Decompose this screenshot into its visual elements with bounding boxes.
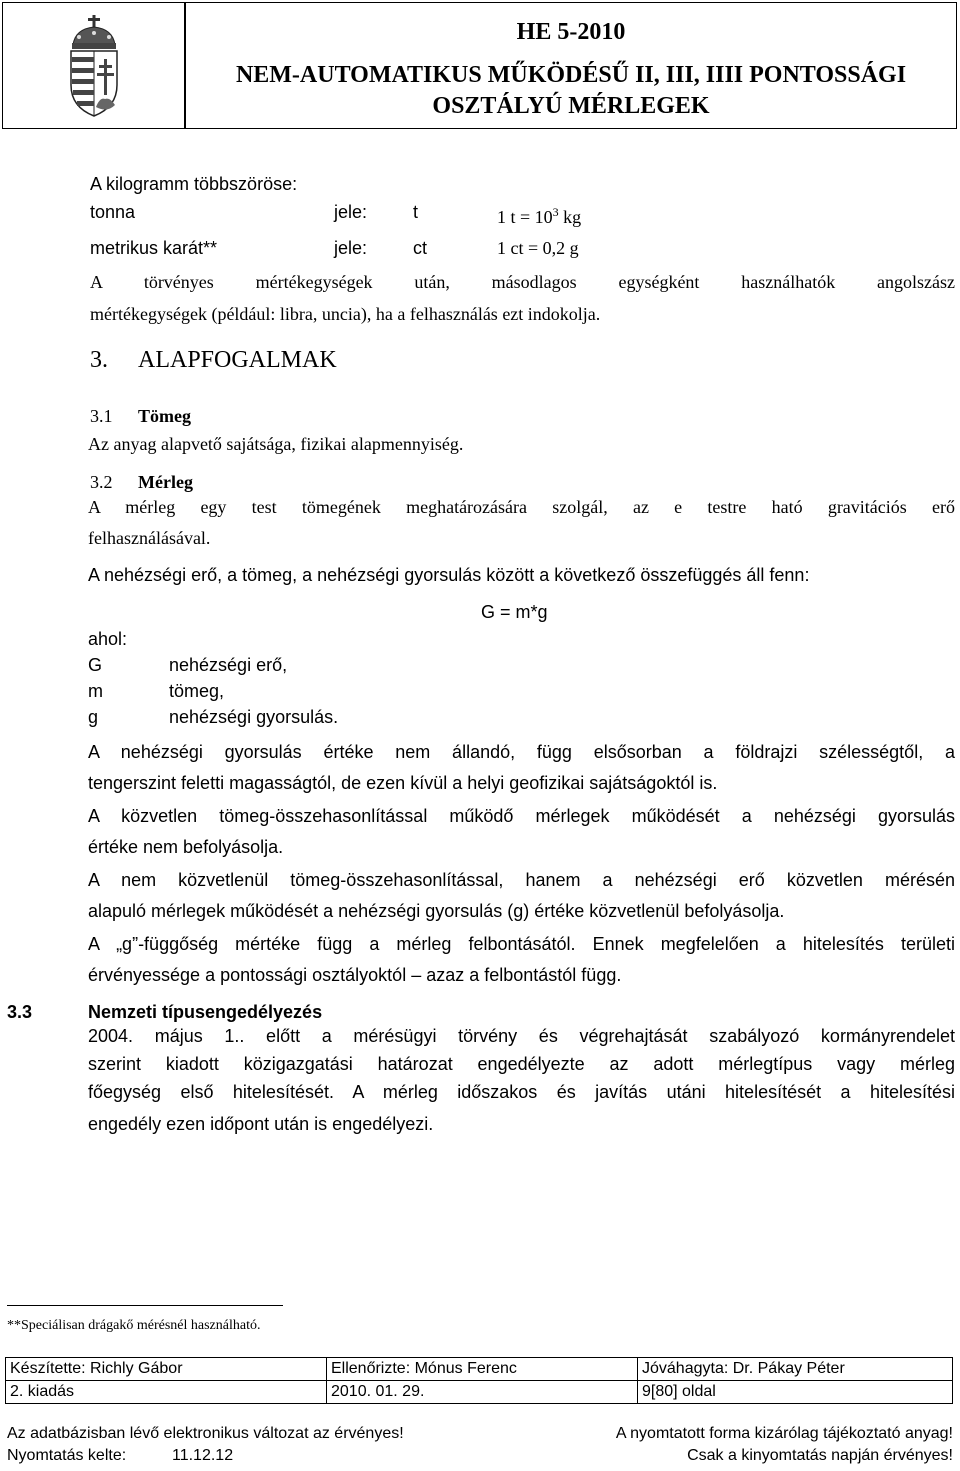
unit-jele-label: jele: xyxy=(334,202,368,222)
page-cell: 9[80] oldal xyxy=(638,1381,953,1404)
document-title-line1: NEM-AUTOMATIKUS MŰKÖDÉSŰ II, III, IIII PONTOSSÁGI xyxy=(235,62,907,88)
footer-print-date: 11.12.12 xyxy=(172,1447,234,1464)
units-intro: A kilogramm többszöröse: xyxy=(90,174,298,194)
relation-paragraph: A nehézségi erő, a tömeg, a nehézségi gyorsulás között a következő összefüggés áll fenn: xyxy=(88,565,810,585)
unit-symbol-karat: ct xyxy=(413,238,428,258)
subsection-3-3-title: Nemzeti típusengedélyezés xyxy=(88,1002,323,1022)
table-row xyxy=(6,1358,953,1381)
footer-print-note: A nyomtatott forma kizárólag tájékoztató anyag! xyxy=(615,1425,953,1442)
hungarian-coat-of-arms-icon xyxy=(63,15,125,118)
approved-by-cell: Jóváhagyta: Dr. Pákay Péter xyxy=(638,1358,953,1381)
subsection-3-1-title: Tömeg xyxy=(138,406,191,426)
unit-jele-label: jele: xyxy=(334,238,368,258)
footer-print-label: Nyomtatás kelte: xyxy=(7,1447,127,1464)
approval-table xyxy=(5,1357,953,1404)
subsection-3-3-line3: főegység első hitelesítését. A mérleg időszakos és javítás utáni hitelesítését a hitelesítési xyxy=(88,1082,955,1102)
section-number: 3. xyxy=(90,347,108,373)
indirect-paragraph-line2: alapuló mérlegek működését a nehézségi gyorsulás (g) értéke közvetlenül befolyásolja. xyxy=(88,901,785,921)
formula: G = m*g xyxy=(481,602,548,622)
units-paragraph-line2: mértékegységek (például: libra, uncia), ha a felhasználás ezt indokolja. xyxy=(90,304,601,324)
unit-name-karat: metrikus karát** xyxy=(90,238,218,258)
document-code: HE 5-2010 xyxy=(516,19,626,45)
subsection-3-1-number: 3.1 xyxy=(90,406,113,426)
subsection-3-2-title: Mérleg xyxy=(138,472,193,492)
footer-validity-note: Csak a kinyomtatás napján érvényes! xyxy=(687,1447,953,1464)
gravity-paragraph-line2: tengerszint feletti magasságtól, de ezen kívül a helyi geofizikai sajátságoktól is. xyxy=(88,773,718,793)
subsection-3-1-text: Az anyag alapvető sajátsága, fizikai alapmennyiség. xyxy=(88,434,464,454)
subsection-3-2-line1: A mérleg egy test tömegének meghatározására szolgál, az e testre ható gravitációs erő xyxy=(88,497,955,517)
section-title: ALAPFOGALMAK xyxy=(138,347,337,373)
indirect-paragraph-line1: A nem közvetlenül tömeg-összehasonlítással, hanem a nehézségi erő közvetlen mérésén xyxy=(88,870,955,890)
subsection-3-3-line4: engedély ezen időpont után is engedélyezi. xyxy=(88,1114,434,1134)
g-dependency-line1: A „g”-függőség mértéke függ a mérleg felbontásától. Ennek megfelelően a hitelesítés területi xyxy=(88,934,955,954)
unit-definition-karat: 1 ct = 0,2 g xyxy=(497,238,579,258)
def-desc-m: tömeg, xyxy=(169,681,225,701)
unit-name-tonna: tonna xyxy=(90,202,136,222)
document-header xyxy=(2,2,957,129)
subsection-3-3-number: 3.3 xyxy=(7,1002,33,1022)
def-symbol-g: g xyxy=(88,707,99,727)
g-dependency-line2: érvényessége a pontossági osztályoktól – azaz a felbontástól függ. xyxy=(88,965,622,985)
def-symbol-m: m xyxy=(88,681,103,701)
prepared-by-cell: Készítette: Richly Gábor xyxy=(6,1358,327,1381)
subsection-3-2-line2: felhasználásával. xyxy=(88,528,211,548)
document-title-line2: OSZTÁLYÚ MÉRLEGEK xyxy=(432,93,710,119)
checked-by-cell: Ellenőrizte: Mónus Ferenc xyxy=(327,1358,638,1381)
gravity-paragraph-line1: A nehézségi gyorsulás értéke nem állandó, függ elsősorban a földrajzi szélességtől, a xyxy=(88,742,955,762)
def-desc-g: nehézségi gyorsulás. xyxy=(169,707,339,727)
def-desc-G: nehézségi erő, xyxy=(169,655,288,675)
direct-paragraph-line1: A közvetlen tömeg-összehasonlítással működő mérlegek működését a nehézségi gyorsulás xyxy=(88,806,955,826)
subsection-3-2-number: 3.2 xyxy=(90,472,113,492)
date-cell: 2010. 01. 29. xyxy=(327,1381,638,1404)
ahol-label: ahol: xyxy=(88,629,128,649)
subsection-3-3-line2: szerint kiadott közigazgatási határozat engedélyezte az adott mérlegtípus vagy mérleg xyxy=(88,1054,955,1074)
footnote-separator xyxy=(7,1305,283,1306)
footnote: **Speciálisan drágakő mérésnél használható. xyxy=(7,1318,261,1333)
direct-paragraph-line2: értéke nem befolyásolja. xyxy=(88,837,284,857)
unit-definition-tonna: 1 $t = 10^3$ kg xyxy=(497,205,582,227)
footer-electronic-note: Az adatbázisban lévő elektronikus változat az érvényes! xyxy=(7,1425,404,1442)
units-paragraph-line1: A törvényes mértékegységek után, másodlagos egységként használhatók angolszász xyxy=(90,272,955,292)
subsection-3-3-line1: 2004. május 1.. előtt a mérésügyi törvény és végrehajtását szabályozó kormányrendelet xyxy=(88,1026,955,1046)
unit-symbol-tonna: t xyxy=(413,202,419,222)
table-row xyxy=(6,1381,953,1404)
edition-cell: 2. kiadás xyxy=(6,1381,327,1404)
def-symbol-G: G xyxy=(88,655,103,675)
